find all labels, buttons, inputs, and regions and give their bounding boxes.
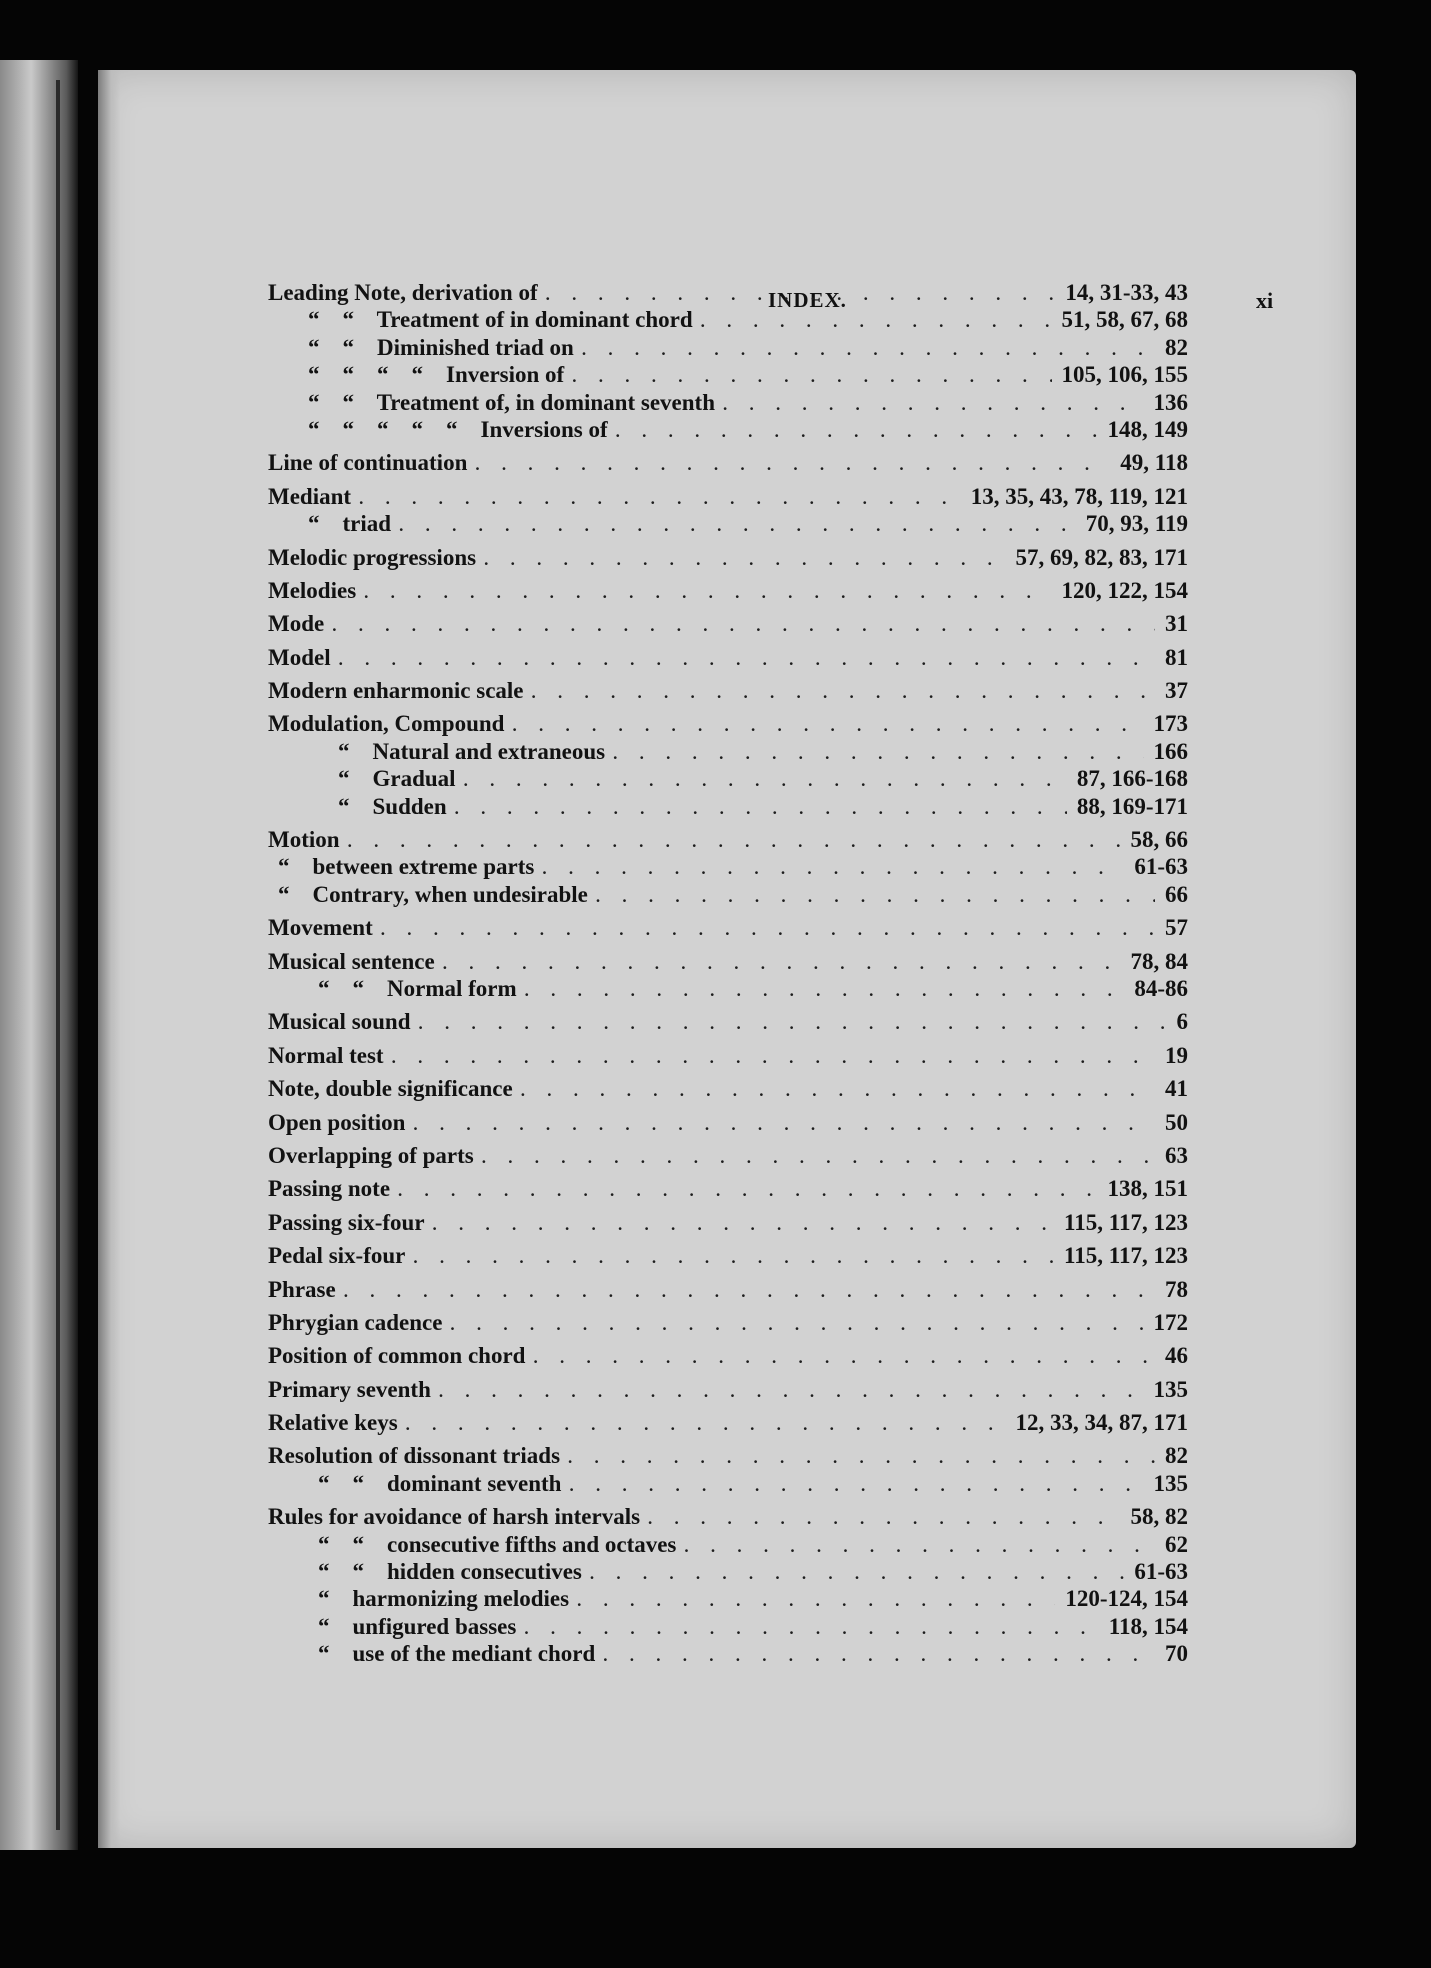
page-references: 70 [1165,1641,1188,1667]
page-references: 19 [1165,1042,1188,1068]
index-term: Open position [268,1109,406,1135]
dot-leader [464,771,1067,791]
page-references: 51, 58, 67, 68 [1061,307,1188,333]
page-references: 58, 82 [1130,1504,1188,1530]
index-list [268,280,1188,1669]
page-references: 82 [1165,1443,1188,1469]
dot-leader [532,683,1155,703]
index-entry [268,1559,1188,1586]
index-term: Modulation, Compound [268,711,505,737]
dot-leader [419,1014,1167,1034]
page-references: 78 [1165,1276,1188,1302]
dot-leader [596,887,1155,907]
dot-leader [439,1382,1144,1402]
book-edge-line [56,80,60,1830]
index-entry [268,280,1188,307]
dot-leader [582,340,1155,360]
dot-leader [406,1415,1006,1435]
page-references: 58, 66 [1130,827,1188,853]
index-entry [268,1471,1188,1498]
index-term: Movement [268,915,373,941]
dot-leader [572,367,1051,387]
page-references: 62 [1165,1531,1188,1557]
page-references: 172 [1153,1309,1188,1335]
index-entry [268,854,1188,881]
index-entry [268,1377,1188,1404]
index-term: Phrygian cadence [268,1309,443,1335]
index-term: Rules for avoidance of harsh intervals [268,1504,641,1530]
index-entry [268,335,1188,362]
index-term: “ triad [308,511,392,537]
index-entry [268,545,1188,572]
page-references: 84-86 [1134,975,1188,1001]
index-term: Melodic progressions [268,544,477,570]
index-entry [268,645,1188,672]
dot-leader [475,455,1110,475]
dot-leader [616,422,1098,442]
dot-leader [332,616,1155,636]
index-term: Melodies [268,577,357,603]
page-references: 135 [1153,1470,1188,1496]
index-entry [268,1043,1188,1070]
page-references: 120, 122, 154 [1061,577,1188,603]
index-term: “ use of the mediant chord [318,1641,596,1667]
index-term: Musical sound [268,1009,411,1035]
index-entry [268,511,1188,538]
page-references: 37 [1165,678,1188,704]
index-term: Note, double significance [268,1076,513,1102]
index-entry [268,450,1188,477]
index-entry [268,1614,1188,1641]
index-term: “ “ consecutive fifths and octaves [318,1531,677,1557]
index-entry [268,484,1188,511]
dot-leader [413,1115,1155,1135]
index-term: Musical sentence [268,948,435,974]
index-term: “ “ Treatment of, in dominant seventh [308,389,715,415]
page-references: 13, 35, 43, 78, 119, 121 [970,483,1188,509]
dot-leader [512,716,1143,736]
dot-leader [546,285,1056,305]
index-term: “ between extreme parts [278,854,535,880]
index-term: Overlapping of parts [268,1142,474,1168]
index-term: “ harmonizing melodies [318,1586,570,1612]
page-references: 61-63 [1134,1559,1188,1585]
index-term: Pedal six-four [268,1243,406,1269]
index-entry [268,1277,1188,1304]
index-entry [268,915,1188,942]
index-entry [268,711,1188,738]
dot-leader [339,650,1155,670]
index-term: “ “ “ “ “ Inversions of [308,416,608,442]
page-references: 63 [1165,1142,1188,1168]
index-entry [268,1504,1188,1531]
dot-leader [577,1591,1055,1611]
index-entry [268,678,1188,705]
dot-leader [450,1315,1143,1335]
index-term: Passing six-four [268,1209,425,1235]
index-term: Mode [268,611,325,637]
index-entry [268,611,1188,638]
page-references: 82 [1165,334,1188,360]
dot-leader [433,1215,1054,1235]
index-term: “ unfigured basses [318,1613,517,1639]
index-entry [268,1641,1188,1668]
index-entry [268,417,1188,444]
dot-leader [344,1282,1155,1302]
index-entry [268,307,1188,334]
index-entry [268,1310,1188,1337]
page-references: 115, 117, 123 [1064,1209,1188,1235]
dot-leader [723,395,1144,415]
index-term: “ Gradual [338,766,456,792]
dot-leader [542,859,1124,879]
index-term: “ “ Normal form [318,975,517,1001]
page-references: 50 [1165,1109,1188,1135]
page-references: 6 [1176,1009,1188,1035]
dot-leader [569,1476,1143,1496]
page-references: 31 [1165,611,1188,637]
index-entry [268,390,1188,417]
index-entry [268,1176,1188,1203]
index-entry [268,362,1188,389]
dot-leader [359,489,961,509]
dot-leader [533,1348,1155,1368]
index-term: Mediant [268,483,352,509]
index-entry [268,1076,1188,1103]
index-term: Model [268,644,331,670]
dot-leader [392,1048,1155,1068]
page-references: 49, 118 [1120,450,1188,476]
dot-leader [568,1448,1155,1468]
dot-leader [413,1248,1054,1268]
page-title: INDEX. [768,288,847,312]
index-term: “ Natural and extraneous [338,738,606,764]
page-references: 115, 117, 123 [1064,1243,1188,1269]
dot-leader [684,1537,1155,1557]
page-references: 61-63 [1134,854,1188,880]
page-references: 88, 169-171 [1076,793,1188,819]
page-references: 87, 166-168 [1076,766,1188,792]
index-entry [268,882,1188,909]
dot-leader [648,1509,1120,1529]
index-term: Resolution of dissonant triads [268,1443,561,1469]
index-term: Position of common chord [268,1343,526,1369]
page-references: 46 [1165,1343,1188,1369]
index-term: “ Contrary, when undesirable [278,881,588,907]
index-term: Normal test [268,1042,384,1068]
dot-leader [590,1564,1124,1584]
index-term: Leading Note, derivation of [268,280,538,305]
index-term: “ Sudden [338,793,447,819]
index-entry [268,766,1188,793]
index-entry [268,1586,1188,1613]
index-entry [268,1243,1188,1270]
dot-leader [398,1181,1097,1201]
page-references: 70, 93, 119 [1085,511,1188,537]
dot-leader [701,312,1052,332]
index-entry [268,739,1188,766]
page-number: xi [1256,288,1274,313]
page-references: 66 [1165,881,1188,907]
page-references: 78, 84 [1130,948,1188,974]
index-term: Motion [268,827,340,853]
dot-leader [348,832,1121,852]
dot-leader [381,920,1155,940]
page-references: 118, 154 [1108,1613,1188,1639]
page-references: 135 [1153,1376,1188,1402]
index-entry [268,976,1188,1003]
index-entry [268,1009,1188,1036]
dot-leader [603,1646,1155,1666]
page-references: 14, 31-33, 43 [1065,280,1188,305]
dot-leader [525,981,1125,1001]
page-references: 138, 151 [1107,1176,1188,1202]
index-term: Phrase [268,1276,336,1302]
page-references: 81 [1165,644,1188,670]
dot-leader [521,1081,1155,1101]
page-references: 105, 106, 155 [1061,362,1188,388]
index-term: Passing note [268,1176,391,1202]
index-term: “ “ dominant seventh [318,1470,562,1496]
index-entry [268,794,1188,821]
index-entry [268,827,1188,854]
page-references: 57, 69, 82, 83, 171 [1015,544,1188,570]
dot-leader [613,744,1143,764]
dot-leader [455,799,1067,819]
dot-leader [482,1148,1155,1168]
index-term: “ “ Treatment of in dominant chord [308,307,693,333]
page-references: 136 [1153,389,1188,415]
dot-leader [399,516,1076,536]
page-references: 173 [1153,711,1188,737]
index-entry [268,1443,1188,1470]
dot-leader [443,954,1121,974]
index-term: Modern enharmonic scale [268,678,524,704]
dot-leader [484,550,1005,570]
dot-leader [364,583,1051,603]
page-references: 41 [1165,1076,1188,1102]
index-entry [268,1110,1188,1137]
index-entry [268,1343,1188,1370]
page-references: 57 [1165,915,1188,941]
index-term: Line of continuation [268,450,468,476]
page-references: 148, 149 [1107,416,1188,442]
index-entry [268,1532,1188,1559]
page-references: 120-124, 154 [1065,1586,1188,1612]
index-entry [268,578,1188,605]
index-term: “ “ hidden consecutives [318,1559,582,1585]
index-entry [268,1143,1188,1170]
dot-leader [524,1619,1098,1639]
index-entry [268,1210,1188,1237]
page-references: 166 [1153,738,1188,764]
index-entry [268,949,1188,976]
index-term: “ “ Diminished triad on [308,334,574,360]
index-term: Relative keys [268,1410,398,1436]
index-entry [268,1410,1188,1437]
book-edge [0,60,78,1850]
index-term: “ “ “ “ Inversion of [308,362,565,388]
index-term: Primary seventh [268,1376,431,1402]
page-references: 12, 33, 34, 87, 171 [1015,1410,1188,1436]
